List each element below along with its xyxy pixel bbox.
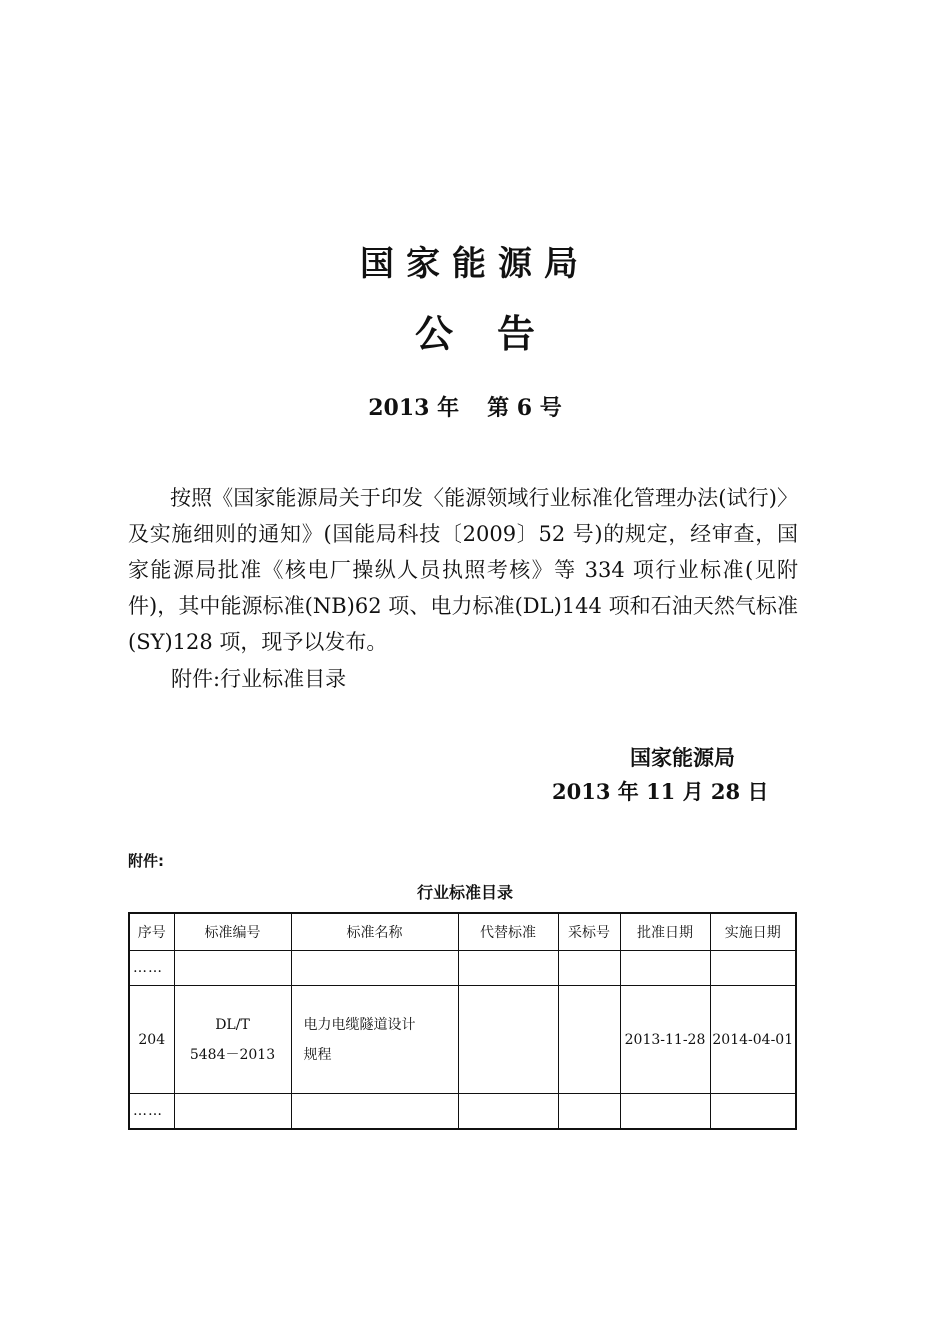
- notice-title: [0, 303, 950, 358]
- body-paragraph: 按照《国家能源局关于印发〈能源领域行业标准化管理办法(试行)〉及实施细则的通知》(国能局科技〔2009〕52 号)的规定，经审查，国家能源局批准《核电厂操纵人员执照考核》等 334 项行业标准(见附件)，其中能源标准(NB)62 项、电力标准(DL)144 项和石油天然气标准(SY)128 项，现予以发布。: [128, 486, 798, 654]
- column-header: 标准名称: [291, 913, 458, 951]
- column-header: 标准编号: [174, 913, 291, 951]
- adopted-cell: [558, 986, 620, 1094]
- attachment-label: 附件:: [128, 852, 164, 870]
- name-line: 电力电缆隧道设计: [303, 1016, 416, 1033]
- code-line: 5484－2013: [189, 1046, 276, 1063]
- notice-body: [128, 480, 798, 660]
- table-row: [129, 986, 796, 1094]
- ellipsis-cell: ……: [129, 1094, 174, 1130]
- column-header: 实施日期: [710, 913, 796, 951]
- issue-year: 2013 年: [368, 395, 460, 421]
- replaces-cell: [458, 986, 558, 1094]
- column-header: 序号: [129, 913, 174, 951]
- notice-char: 公: [414, 312, 453, 356]
- signature-date: 2013 年 11 月 28 日: [552, 779, 769, 804]
- table-row-ellipsis: [129, 1094, 796, 1130]
- approved-date-cell: 2013-11-28: [620, 986, 710, 1094]
- table-row-ellipsis: [129, 951, 796, 986]
- column-header: 代替标准: [458, 913, 558, 951]
- table-title: 行业标准目录: [416, 883, 513, 902]
- ellipsis-cell: ……: [129, 951, 174, 986]
- table-header-row: [129, 913, 796, 951]
- name-cell: [291, 986, 458, 1094]
- code-line: DL/T: [215, 1016, 250, 1033]
- attachment-note: 附件:行业标准目录: [171, 667, 347, 691]
- seq-cell: 204: [129, 986, 174, 1094]
- column-header: 采标号: [558, 913, 620, 951]
- name-line: 规程: [303, 1046, 332, 1063]
- code-cell: [174, 986, 291, 1094]
- column-header: 批准日期: [620, 913, 710, 951]
- notice-char: 告: [497, 312, 536, 356]
- effective-date-cell: 2014-04-01: [710, 986, 796, 1094]
- standards-table: [128, 912, 797, 1130]
- signature-org: 国家能源局: [630, 746, 735, 770]
- agency-title: 国家能源局: [360, 244, 590, 284]
- issue-no: 第 6 号: [487, 395, 562, 421]
- issue-number: [0, 391, 930, 422]
